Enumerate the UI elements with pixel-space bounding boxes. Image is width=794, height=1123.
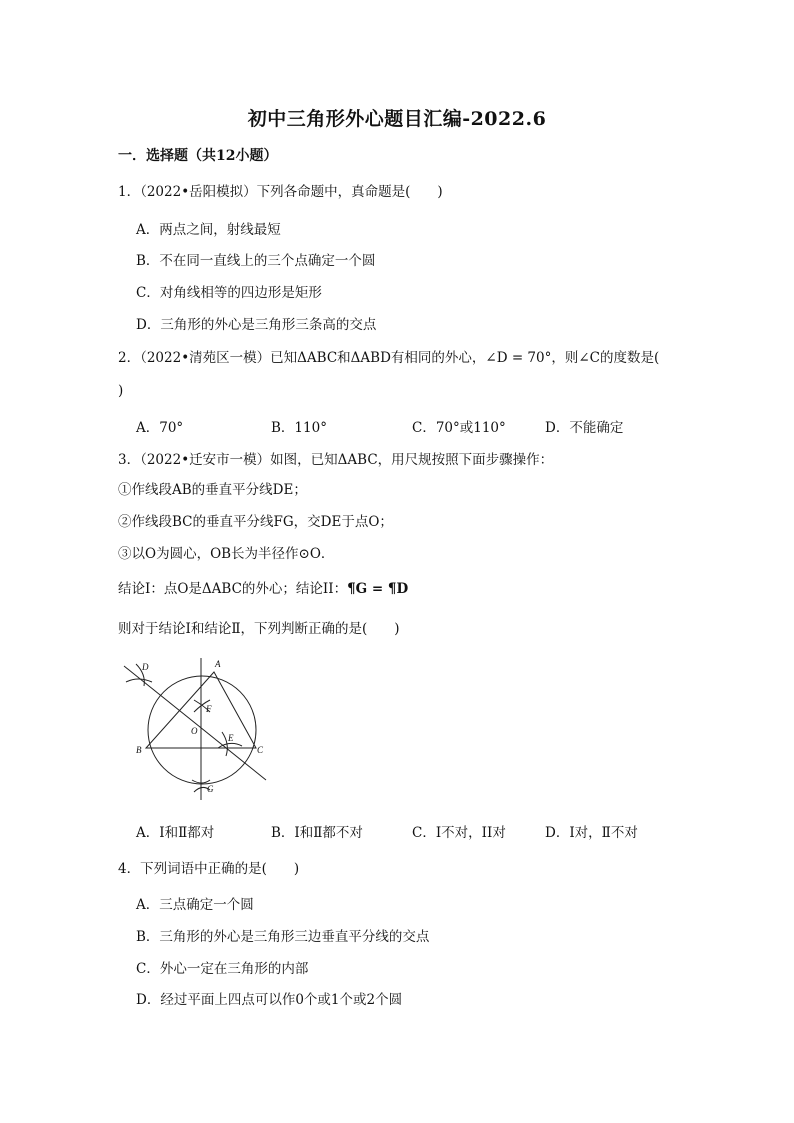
q3-conclusion-text: 结论I：点O是ΔABC的外心；结论II： — [118, 581, 348, 597]
page-title: 初中三角形外心题目汇编-2022.6 — [247, 108, 547, 130]
q4-option-c: C．外心一定在三角形的内部 — [136, 961, 309, 977]
q1-stem: 1．（2022•岳阳模拟）下列各命题中，真命题是( ) — [118, 184, 443, 200]
q3-option-b: B．I和Ⅱ都不对 — [271, 825, 363, 841]
q1-option-c: C．对角线相等的四边形是矩形 — [136, 285, 322, 301]
q3-option-d: D．I对，Ⅱ不对 — [545, 825, 638, 841]
label-c: C — [257, 745, 264, 755]
section-heading: 一．选择题（共12小题） — [118, 148, 278, 164]
q3-stem: 3．（2022•迁安市一模）如图，已知ΔABC，用尺规按照下面步骤操作： — [118, 452, 554, 468]
label-g: G — [207, 784, 214, 794]
label-a: A — [215, 659, 221, 669]
q3-conclusion — [118, 577, 408, 597]
q3-conclusion-formula: ¶G = ¶D — [347, 581, 409, 597]
q1-option-d: D．三角形的外心是三角形三条高的交点 — [136, 317, 377, 333]
q2-option-d: D．不能确定 — [545, 420, 624, 436]
q2-option-b: B．110° — [271, 420, 327, 436]
label-b: B — [136, 745, 142, 755]
q4-option-d: D．经过平面上四点可以作0个或1个或2个圆 — [136, 992, 403, 1008]
q2-stem-line2: ) — [118, 383, 124, 399]
circumcircle — [148, 676, 256, 784]
q1-option-b: B．不在同一直线上的三个点确定一个圆 — [136, 253, 376, 269]
q3-question: 则对于结论I和结论Ⅱ，下列判断正确的是( ) — [118, 621, 400, 637]
line-de — [124, 666, 266, 780]
label-f: F — [206, 704, 212, 714]
q3-step-1: ①作线段AB的垂直平分线DE； — [118, 482, 307, 498]
q3-figure — [118, 652, 268, 804]
q4-stem: 4．下列词语中正确的是( ) — [118, 861, 300, 877]
label-d: D — [142, 662, 149, 672]
q3-option-a: A．I和Ⅱ都对 — [136, 825, 215, 841]
q2-option-a: A．70° — [136, 420, 184, 436]
q2-option-c: C．70°或110° — [412, 420, 506, 436]
q3-step-3: ③以O为圆心，OB长为半径作⊙O． — [118, 546, 335, 562]
q2-stem-line1: 2．（2022•清苑区一模）已知ΔABC和ΔABD有相同的外心，∠D = 70°，则∠C的度数是( — [118, 350, 660, 366]
label-e: E — [228, 733, 234, 743]
q4-option-b: B．三角形的外心是三角形三边垂直平分线的交点 — [136, 929, 430, 945]
label-o: O — [191, 726, 198, 736]
q3-option-c: C．I不对，II对 — [412, 825, 506, 841]
q1-option-a: A．两点之间，射线最短 — [136, 222, 281, 238]
q4-option-a: A．三点确定一个圆 — [136, 897, 254, 913]
q3-step-2: ②作线段BC的垂直平分线FG，交DE于点O； — [118, 514, 393, 530]
arc-d-2 — [126, 679, 152, 682]
